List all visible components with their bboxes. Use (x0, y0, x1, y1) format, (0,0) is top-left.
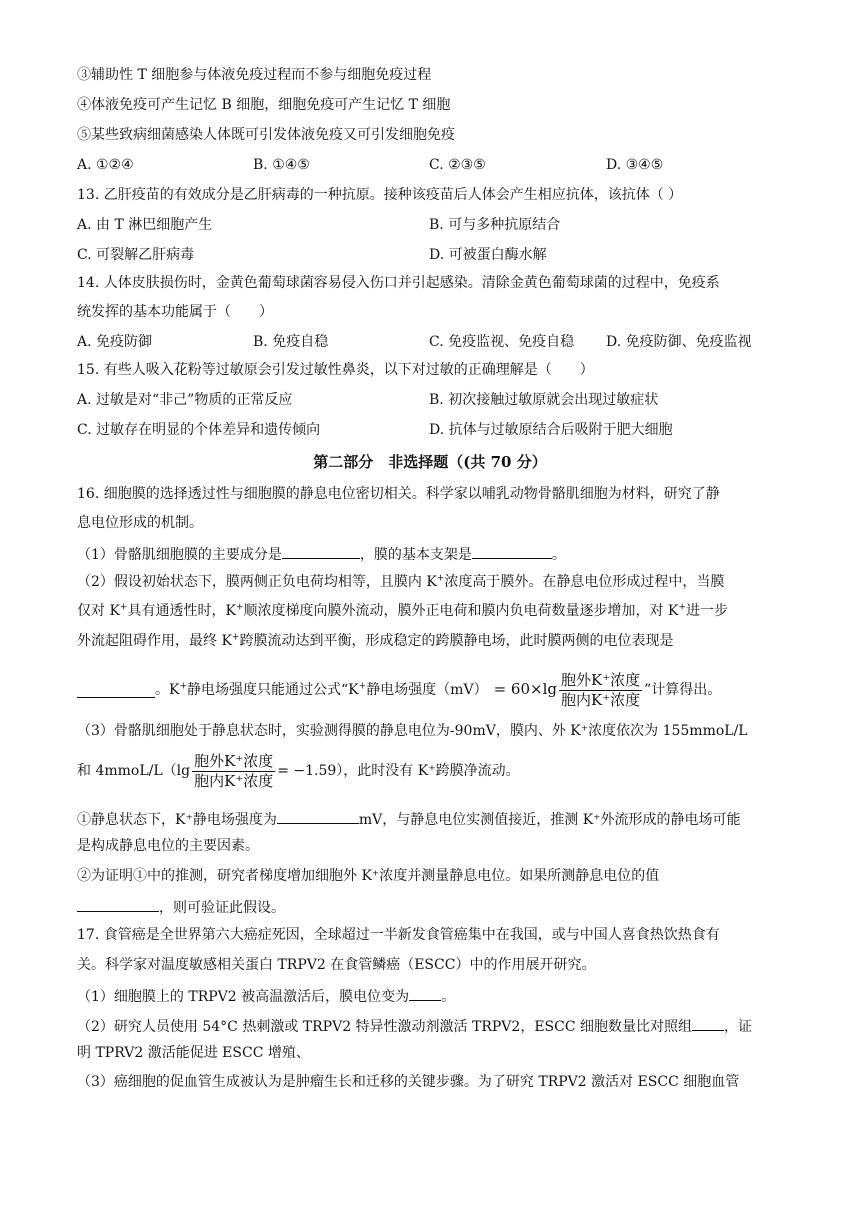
q13-option-d[interactable]: D. 可被蛋白酶水解 (429, 247, 547, 263)
q16-sub1-text: ①静息状态下，K⁺静电场强度为 (77, 812, 277, 828)
q16-part-3-line-2 (77, 746, 520, 796)
superscript-plus: + (231, 632, 240, 643)
q17-p1-text: 。 (441, 989, 456, 1005)
q16-p2-text: 。K (155, 682, 180, 698)
formula-fraction (559, 671, 642, 710)
q17-part-1 (77, 985, 455, 1006)
superscript-plus: + (436, 573, 445, 584)
q16-p1-blank-2[interactable] (472, 543, 552, 559)
q16-stem-line-1: 16. 细胞膜的选择透过性与细胞膜的静息电位密切相关。科学家以哺乳动物骨骼肌细胞为材料，研究了静 (77, 486, 720, 502)
superscript-plus: + (358, 681, 367, 692)
q17-p2-text: ，证 (724, 1019, 753, 1035)
q15-option-c[interactable]: C. 过敏存在明显的个体差异和遗传倾向 (77, 422, 321, 438)
q16-sub1-text: mV，与静息电位实测值接近，推测 K⁺外流形成的静电场可能 (358, 812, 741, 828)
q17-p2-text: （2）研究人员使用 54°C 热刺激或 TRPV2 特异性激动剂激活 TRPV2，ESCC 细胞数量比对照组 (77, 1019, 693, 1035)
section-2-heading: 第二部分 非选择题（(共 70 分） (313, 453, 547, 471)
q16-p2-text: 进一步 (685, 603, 728, 619)
q16-p1-text-c: 。 (551, 547, 566, 563)
q16-p1-blank-1[interactable] (282, 543, 360, 559)
q16-stem-line-2: 息电位形成的机制。 (77, 515, 203, 531)
superscript-plus: + (179, 681, 188, 692)
q17-part-3: （3）癌细胞的促血管生成被认为是肿瘤生长和迁移的关键步骤。为了研究 TRPV2 激活对 ESCC 细胞血管 (77, 1074, 740, 1090)
q13-option-b[interactable]: B. 可与多种抗原结合 (429, 217, 561, 233)
q16-part-2-line-3 (77, 632, 673, 650)
q16-p2-text: 静电场强度（mV） (366, 682, 488, 698)
q16-sub-1-line-1 (77, 808, 741, 829)
superscript-plus: + (119, 602, 128, 613)
q15-option-a[interactable]: A. 过敏是对“非己”物质的正常反应 (77, 392, 293, 408)
q13-stem: 13. 乙肝疫苗的有效成分是乙肝病毒的一种抗原。接种该疫苗后人体会产生相应抗体，该抗体（ ） (77, 187, 683, 203)
fraction-denominator: 胞内K⁺浓度 (560, 690, 641, 709)
q16-part-2-line-1 (77, 573, 724, 591)
q16-part-3-line-1: （3）骨骼肌细胞处于静息状态时，实验测得膜的静息电位为-90mV，膜内、外 K⁺浓度依次为 155mmoL/L (77, 723, 748, 739)
q16-p2-text: （2）假设初始状态下，膜两侧正负电荷均相等，且膜内 K (77, 574, 437, 590)
q14-option-c[interactable]: C. 免疫监视、免疫自稳 (429, 334, 575, 350)
q12-option-b[interactable]: B. ①④⑤ (253, 157, 310, 173)
q16-p2-text: 静电场强度只能通过公式“K (187, 682, 359, 698)
q16-part-1 (77, 543, 566, 564)
q16-sub-2-line-2 (77, 896, 285, 917)
q17-p1-blank[interactable] (409, 985, 441, 1001)
q16-p2-text: 跨膜流动达到平衡，形成稳定的跨膜静电场，此时膜两侧的电位表现是 (239, 633, 674, 649)
superscript-plus: + (235, 602, 244, 613)
q14-stem-line-1: 14. 人体皮肤损伤时，金黄色葡萄球菌容易侵入伤口并引起感染。清除金黄色葡萄球菌的过程中，免疫系 (77, 275, 720, 291)
q17-p1-text: （1）细胞膜上的 TRPV2 被高温激活后，膜电位变为 (77, 989, 410, 1005)
q12-option-a[interactable]: A. ①②④ (77, 157, 134, 173)
q14-option-a[interactable]: A. 免疫防御 (77, 334, 153, 350)
q17-p2-blank[interactable] (692, 1015, 724, 1031)
q16-sub1-blank[interactable] (277, 808, 359, 824)
q17-part-2-line-2: 明 TPRV2 激活能促进 ESCC 增殖、 (77, 1045, 310, 1061)
log-fraction (192, 752, 275, 791)
fraction-numerator: 胞外K⁺浓度 (560, 670, 641, 689)
q12-statement-4: ④体液免疫可产生记忆 B 细胞，细胞免疫可产生记忆 T 细胞 (77, 97, 451, 113)
q16-sub2-blank[interactable] (77, 896, 159, 912)
q17-stem-line-2: 关。科学家对温度敏感相关蛋白 TRPV2 在食管鳞癌（ESCC）中的作用展开研究。 (77, 957, 596, 973)
fraction-denominator: 胞内K⁺浓度 (194, 771, 274, 790)
fraction-numerator: 胞外K⁺浓度 (194, 751, 274, 770)
q16-p2-text: 浓度高于膜外。在静息电位形成过程中，当膜 (444, 574, 725, 590)
q15-option-d[interactable]: D. 抗体与过敏原结合后吸附于肥大细胞 (429, 422, 673, 438)
q16-p1-text-b: ，膜的基本支架是 (359, 547, 472, 563)
q16-p2-text: ”计算得出。 (644, 682, 722, 698)
q16-part-2-formula-line (77, 664, 721, 714)
q16-sub-2-line-1: ②为证明①中的推测，研究者梯度增加细胞外 K⁺浓度并测量静息电位。如果所测静息电位的值 (77, 868, 660, 884)
q16-p2-text: 顺浓度梯度向膜外流动，膜外正电荷和膜内负电荷数量逐步增加，对 K (243, 603, 679, 619)
q15-stem: 15. 有些人吸入花粉等过敏原会引发过敏性鼻炎，以下对过敏的正确理解是（ ） (77, 362, 594, 378)
q16-sub2-text: ，则可验证此假设。 (159, 900, 285, 916)
q16-p2-text: 仅对 K (77, 603, 120, 619)
q16-p2-blank[interactable] (77, 679, 155, 698)
superscript-plus: + (678, 602, 686, 613)
q12-statement-5: ⑤某些致病细菌感染人体既可引发体液免疫又可引发细胞免疫 (77, 127, 455, 143)
q14-option-b[interactable]: B. 免疫自稳 (253, 334, 329, 350)
q12-option-d[interactable]: D. ③④⑤ (606, 157, 664, 173)
q17-stem-line-1: 17. 食管癌是全世界第六大癌症死因，全球超过一半新发食管癌集中在我国，或与中国人喜食热饮热食有 (77, 927, 720, 943)
q15-option-b[interactable]: B. 初次接触过敏原就会出现过敏症状 (429, 392, 659, 408)
q16-p3-text: 和 4mmoL/L（lg (77, 763, 191, 779)
q16-p2-text: 外流起阻碍作用，最终 K (77, 633, 232, 649)
q14-option-d[interactable]: D. 免疫防御、免疫监视 (606, 334, 752, 350)
q12-option-c[interactable]: C. ②③⑤ (429, 157, 486, 173)
q16-part-2-line-2 (77, 602, 728, 620)
q17-part-2-line-1 (77, 1015, 752, 1036)
q16-p1-text-a: （1）骨骼肌细胞膜的主要成分是 (77, 547, 282, 563)
q16-p2-text: 具有通透性时，K (127, 603, 236, 619)
q16-sub-1-line-2: 是构成静息电位的主要因素。 (77, 838, 259, 854)
q12-statement-3: ③辅助性 T 细胞参与体液免疫过程而不参与细胞免疫过程 (77, 67, 432, 83)
formula-expression: = 60×lg (493, 680, 557, 698)
q13-option-c[interactable]: C. 可裂解乙肝病毒 (77, 247, 195, 263)
q14-stem-line-2: 统发挥的基本功能属于（ ） (77, 304, 273, 320)
q13-option-a[interactable]: A. 由 T 淋巴细胞产生 (77, 217, 213, 233)
q16-p3-text: = −1.59），此时没有 K⁺跨膜净流动。 (277, 763, 520, 779)
